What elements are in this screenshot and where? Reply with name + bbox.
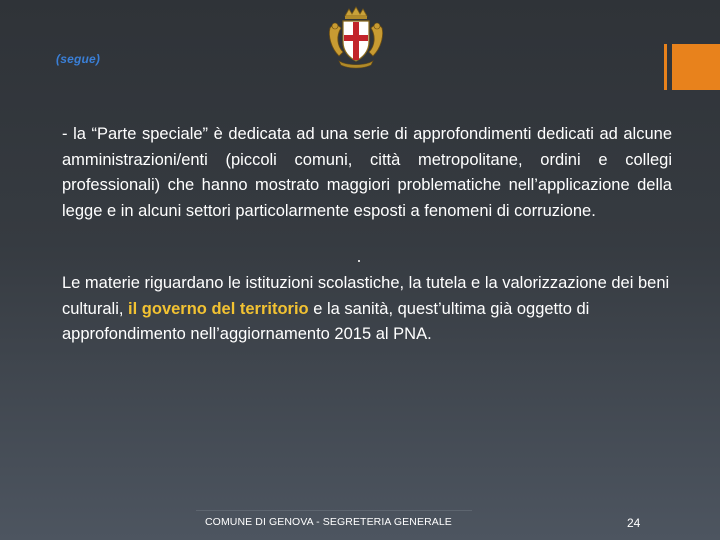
highlighted-phrase: il governo del territorio: [128, 299, 309, 318]
footer-divider: [196, 510, 472, 511]
page-number: 24: [627, 516, 641, 530]
paragraph-materie-text-end: e la sanità, quest’ultima già oggetto di approfondimento nell’aggiornamento 2015 al PNA.: [62, 299, 590, 343]
genova-coat-of-arms-icon: [325, 6, 387, 70]
separator-dot: [358, 260, 360, 262]
slide-subtitle: (segue): [56, 52, 101, 66]
paragraph-parte-speciale: - la “Parte speciale” è dedicata ad una serie di approfondimenti dedicati ad alcune amministrazioni/enti (piccoli comuni, città metropolitane, ordini e collegi professionali) che hanno mostrato maggiori problematiche nell’applicazione della legge e in alcuni settori particolarmente esposti a fenomeni di corruzione.: [62, 125, 672, 220]
accent-bar-thick: [672, 44, 720, 90]
paragraph-materie-text-start: Le materie riguardano le istituzioni scolastiche, la tutela e la valorizzazione dei beni culturali,: [62, 274, 670, 318]
accent-bar-thin: [664, 44, 667, 90]
footer-text: COMUNE DI GENOVA - SEGRETERIA GENERALE: [205, 516, 452, 528]
paragraph-materie: [62, 271, 672, 348]
